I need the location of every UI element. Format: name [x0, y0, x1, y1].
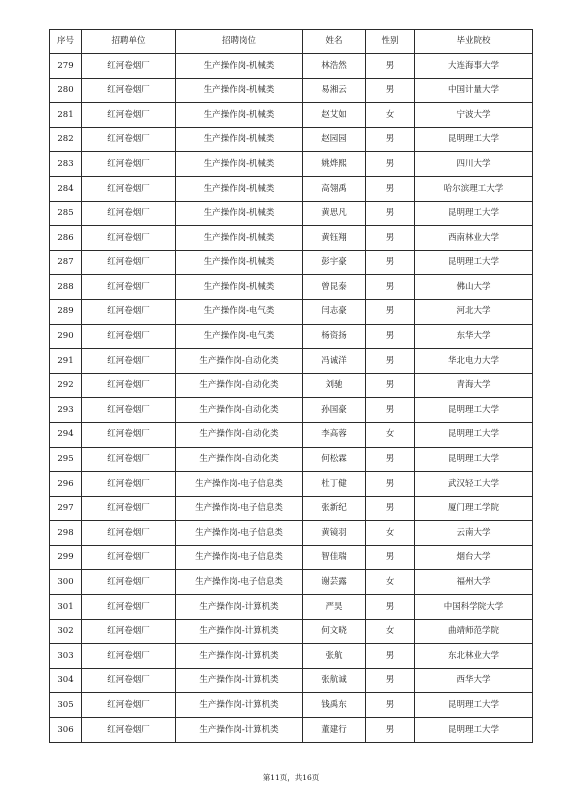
position-cell: 生产操作岗-机械类: [176, 226, 303, 251]
header-graduate-school: 毕业院校: [415, 30, 533, 54]
name-cell: 林浩然: [303, 54, 366, 79]
graduate-school-cell: 四川大学: [415, 152, 533, 177]
header-name: 姓名: [303, 30, 366, 54]
serial-number-cell: 304: [50, 668, 82, 693]
name-cell: 闫志豪: [303, 299, 366, 324]
position-cell: 生产操作岗-机械类: [176, 250, 303, 275]
gender-cell: 男: [366, 718, 415, 743]
gender-cell: 男: [366, 176, 415, 201]
recruiting-unit-cell: 红河卷烟厂: [82, 324, 176, 349]
recruiting-unit-cell: 红河卷烟厂: [82, 595, 176, 620]
name-cell: 何文晓: [303, 619, 366, 644]
table-row: [50, 570, 533, 595]
table-row: [50, 373, 533, 398]
recruiting-unit-cell: 红河卷烟厂: [82, 447, 176, 472]
table-row: [50, 496, 533, 521]
table-row: [50, 644, 533, 669]
serial-number-cell: 296: [50, 472, 82, 497]
name-cell: 张航诚: [303, 668, 366, 693]
name-cell: 赵园园: [303, 127, 366, 152]
serial-number-cell: 298: [50, 521, 82, 546]
name-cell: 董建行: [303, 718, 366, 743]
name-cell: 张航: [303, 644, 366, 669]
table-row: [50, 595, 533, 620]
name-cell: 黄思凡: [303, 201, 366, 226]
table-row: [50, 103, 533, 128]
name-cell: 钱禹东: [303, 693, 366, 718]
recruiting-unit-cell: 红河卷烟厂: [82, 54, 176, 79]
graduate-school-cell: 宁波大学: [415, 103, 533, 128]
page-number-footer: 第11页，共16页: [262, 773, 320, 782]
serial-number-cell: 285: [50, 201, 82, 226]
position-cell: 生产操作岗-自动化类: [176, 447, 303, 472]
name-cell: 智佳瑞: [303, 545, 366, 570]
recruiting-unit-cell: 红河卷烟厂: [82, 226, 176, 251]
recruiting-unit-cell: 红河卷烟厂: [82, 373, 176, 398]
table-row: [50, 176, 533, 201]
recruiting-unit-cell: 红河卷烟厂: [82, 275, 176, 300]
gender-cell: 男: [366, 545, 415, 570]
gender-cell: 男: [366, 324, 415, 349]
position-cell: 生产操作岗-机械类: [176, 127, 303, 152]
recruiting-unit-cell: 红河卷烟厂: [82, 521, 176, 546]
recruiting-unit-cell: 红河卷烟厂: [82, 545, 176, 570]
gender-cell: 女: [366, 422, 415, 447]
position-cell: 生产操作岗-机械类: [176, 152, 303, 177]
name-cell: 姚烨熙: [303, 152, 366, 177]
gender-cell: 男: [366, 447, 415, 472]
graduate-school-cell: 西华大学: [415, 668, 533, 693]
gender-cell: 男: [366, 201, 415, 226]
table-row: [50, 349, 533, 374]
recruiting-unit-cell: 红河卷烟厂: [82, 152, 176, 177]
gender-cell: 男: [366, 472, 415, 497]
name-cell: 易湘云: [303, 78, 366, 103]
position-cell: 生产操作岗-计算机类: [176, 595, 303, 620]
serial-number-cell: 289: [50, 299, 82, 324]
table-row: [50, 545, 533, 570]
name-cell: 严昊: [303, 595, 366, 620]
position-cell: 生产操作岗-机械类: [176, 78, 303, 103]
serial-number-cell: 306: [50, 718, 82, 743]
recruiting-unit-cell: 红河卷烟厂: [82, 78, 176, 103]
graduate-school-cell: 昆明理工大学: [415, 398, 533, 423]
serial-number-cell: 302: [50, 619, 82, 644]
table-row: [50, 422, 533, 447]
gender-cell: 男: [366, 152, 415, 177]
gender-cell: 男: [366, 373, 415, 398]
serial-number-cell: 281: [50, 103, 82, 128]
table-row: [50, 324, 533, 349]
gender-cell: 男: [366, 78, 415, 103]
recruiting-unit-cell: 红河卷烟厂: [82, 668, 176, 693]
graduate-school-cell: 河北大学: [415, 299, 533, 324]
recruiting-unit-cell: 红河卷烟厂: [82, 619, 176, 644]
table-row: [50, 152, 533, 177]
table-row: [50, 472, 533, 497]
gender-cell: 女: [366, 103, 415, 128]
gender-cell: 男: [366, 496, 415, 521]
name-cell: 杨资扬: [303, 324, 366, 349]
serial-number-cell: 303: [50, 644, 82, 669]
table-row: [50, 54, 533, 79]
gender-cell: 男: [366, 226, 415, 251]
serial-number-cell: 297: [50, 496, 82, 521]
graduate-school-cell: 昆明理工大学: [415, 693, 533, 718]
name-cell: 李高蓉: [303, 422, 366, 447]
position-cell: 生产操作岗-电子信息类: [176, 472, 303, 497]
table-row: [50, 78, 533, 103]
position-cell: 生产操作岗-电气类: [176, 299, 303, 324]
gender-cell: 男: [366, 668, 415, 693]
graduate-school-cell: 曲靖师范学院: [415, 619, 533, 644]
position-cell: 生产操作岗-自动化类: [176, 349, 303, 374]
position-cell: 生产操作岗-电子信息类: [176, 496, 303, 521]
name-cell: 赵艾如: [303, 103, 366, 128]
table-body: [50, 54, 533, 743]
recruiting-unit-cell: 红河卷烟厂: [82, 103, 176, 128]
table-row: [50, 718, 533, 743]
table-row: [50, 521, 533, 546]
graduate-school-cell: 昆明理工大学: [415, 718, 533, 743]
recruiting-unit-cell: 红河卷烟厂: [82, 250, 176, 275]
serial-number-cell: 300: [50, 570, 82, 595]
serial-number-cell: 292: [50, 373, 82, 398]
graduate-school-cell: 大连海事大学: [415, 54, 533, 79]
recruitment-roster-table: [49, 29, 533, 743]
table-row: [50, 668, 533, 693]
serial-number-cell: 284: [50, 176, 82, 201]
position-cell: 生产操作岗-计算机类: [176, 668, 303, 693]
table-row: [50, 299, 533, 324]
graduate-school-cell: 云南大学: [415, 521, 533, 546]
position-cell: 生产操作岗-自动化类: [176, 398, 303, 423]
name-cell: 曾昆泰: [303, 275, 366, 300]
graduate-school-cell: 中国科学院大学: [415, 595, 533, 620]
serial-number-cell: 279: [50, 54, 82, 79]
graduate-school-cell: 昆明理工大学: [415, 201, 533, 226]
recruiting-unit-cell: 红河卷烟厂: [82, 693, 176, 718]
gender-cell: 男: [366, 250, 415, 275]
serial-number-cell: 293: [50, 398, 82, 423]
recruiting-unit-cell: 红河卷烟厂: [82, 349, 176, 374]
recruiting-unit-cell: 红河卷烟厂: [82, 299, 176, 324]
gender-cell: 女: [366, 521, 415, 546]
serial-number-cell: 283: [50, 152, 82, 177]
serial-number-cell: 286: [50, 226, 82, 251]
gender-cell: 女: [366, 570, 415, 595]
serial-number-cell: 290: [50, 324, 82, 349]
graduate-school-cell: 青海大学: [415, 373, 533, 398]
name-cell: 高翎禹: [303, 176, 366, 201]
serial-number-cell: 301: [50, 595, 82, 620]
header-serial-number: 序号: [50, 30, 82, 54]
serial-number-cell: 282: [50, 127, 82, 152]
position-cell: 生产操作岗-自动化类: [176, 422, 303, 447]
recruiting-unit-cell: 红河卷烟厂: [82, 472, 176, 497]
header-gender: 性别: [366, 30, 415, 54]
position-cell: 生产操作岗-机械类: [176, 176, 303, 201]
table-row: [50, 250, 533, 275]
name-cell: 彭宇豪: [303, 250, 366, 275]
gender-cell: 男: [366, 127, 415, 152]
graduate-school-cell: 武汉轻工大学: [415, 472, 533, 497]
position-cell: 生产操作岗-电子信息类: [176, 570, 303, 595]
graduate-school-cell: 西南林业大学: [415, 226, 533, 251]
graduate-school-cell: 中国计量大学: [415, 78, 533, 103]
name-cell: 冯诚洋: [303, 349, 366, 374]
recruiting-unit-cell: 红河卷烟厂: [82, 201, 176, 226]
recruiting-unit-cell: 红河卷烟厂: [82, 422, 176, 447]
table-row: [50, 398, 533, 423]
position-cell: 生产操作岗-电子信息类: [176, 521, 303, 546]
graduate-school-cell: 哈尔滨理工大学: [415, 176, 533, 201]
recruiting-unit-cell: 红河卷烟厂: [82, 398, 176, 423]
serial-number-cell: 295: [50, 447, 82, 472]
recruiting-unit-cell: 红河卷烟厂: [82, 718, 176, 743]
serial-number-cell: 280: [50, 78, 82, 103]
recruiting-unit-cell: 红河卷烟厂: [82, 644, 176, 669]
header-position: 招聘岗位: [176, 30, 303, 54]
name-cell: 何松霖: [303, 447, 366, 472]
table-row: [50, 201, 533, 226]
name-cell: 刘驰: [303, 373, 366, 398]
serial-number-cell: 299: [50, 545, 82, 570]
name-cell: 黄钰翔: [303, 226, 366, 251]
recruiting-unit-cell: 红河卷烟厂: [82, 127, 176, 152]
table-row: [50, 226, 533, 251]
serial-number-cell: 294: [50, 422, 82, 447]
name-cell: 孙国豪: [303, 398, 366, 423]
position-cell: 生产操作岗-电气类: [176, 324, 303, 349]
table-row: [50, 693, 533, 718]
recruiting-unit-cell: 红河卷烟厂: [82, 176, 176, 201]
table-row: [50, 127, 533, 152]
table-row: [50, 447, 533, 472]
graduate-school-cell: 华北电力大学: [415, 349, 533, 374]
position-cell: 生产操作岗-计算机类: [176, 644, 303, 669]
graduate-school-cell: 厦门理工学院: [415, 496, 533, 521]
recruiting-unit-cell: 红河卷烟厂: [82, 496, 176, 521]
graduate-school-cell: 昆明理工大学: [415, 127, 533, 152]
graduate-school-cell: 烟台大学: [415, 545, 533, 570]
position-cell: 生产操作岗-机械类: [176, 103, 303, 128]
graduate-school-cell: 佛山大学: [415, 275, 533, 300]
table-header: [50, 30, 533, 54]
gender-cell: 男: [366, 595, 415, 620]
gender-cell: 男: [366, 54, 415, 79]
name-cell: 黄镜羽: [303, 521, 366, 546]
header-row: [50, 30, 533, 54]
graduate-school-cell: 昆明理工大学: [415, 422, 533, 447]
position-cell: 生产操作岗-机械类: [176, 201, 303, 226]
gender-cell: 男: [366, 693, 415, 718]
table-row: [50, 275, 533, 300]
position-cell: 生产操作岗-自动化类: [176, 373, 303, 398]
graduate-school-cell: 昆明理工大学: [415, 447, 533, 472]
gender-cell: 男: [366, 349, 415, 374]
gender-cell: 男: [366, 644, 415, 669]
gender-cell: 男: [366, 299, 415, 324]
name-cell: 谢芸露: [303, 570, 366, 595]
position-cell: 生产操作岗-机械类: [176, 275, 303, 300]
graduate-school-cell: 东北林业大学: [415, 644, 533, 669]
table-row: [50, 619, 533, 644]
serial-number-cell: 291: [50, 349, 82, 374]
header-recruiting-unit: 招聘单位: [82, 30, 176, 54]
position-cell: 生产操作岗-机械类: [176, 54, 303, 79]
graduate-school-cell: 福州大学: [415, 570, 533, 595]
serial-number-cell: 288: [50, 275, 82, 300]
name-cell: 张新纪: [303, 496, 366, 521]
gender-cell: 男: [366, 398, 415, 423]
recruiting-unit-cell: 红河卷烟厂: [82, 570, 176, 595]
position-cell: 生产操作岗-计算机类: [176, 619, 303, 644]
position-cell: 生产操作岗-计算机类: [176, 693, 303, 718]
serial-number-cell: 305: [50, 693, 82, 718]
graduate-school-cell: 昆明理工大学: [415, 250, 533, 275]
gender-cell: 女: [366, 619, 415, 644]
gender-cell: 男: [366, 275, 415, 300]
position-cell: 生产操作岗-电子信息类: [176, 545, 303, 570]
position-cell: 生产操作岗-计算机类: [176, 718, 303, 743]
graduate-school-cell: 东华大学: [415, 324, 533, 349]
serial-number-cell: 287: [50, 250, 82, 275]
name-cell: 杜丁健: [303, 472, 366, 497]
